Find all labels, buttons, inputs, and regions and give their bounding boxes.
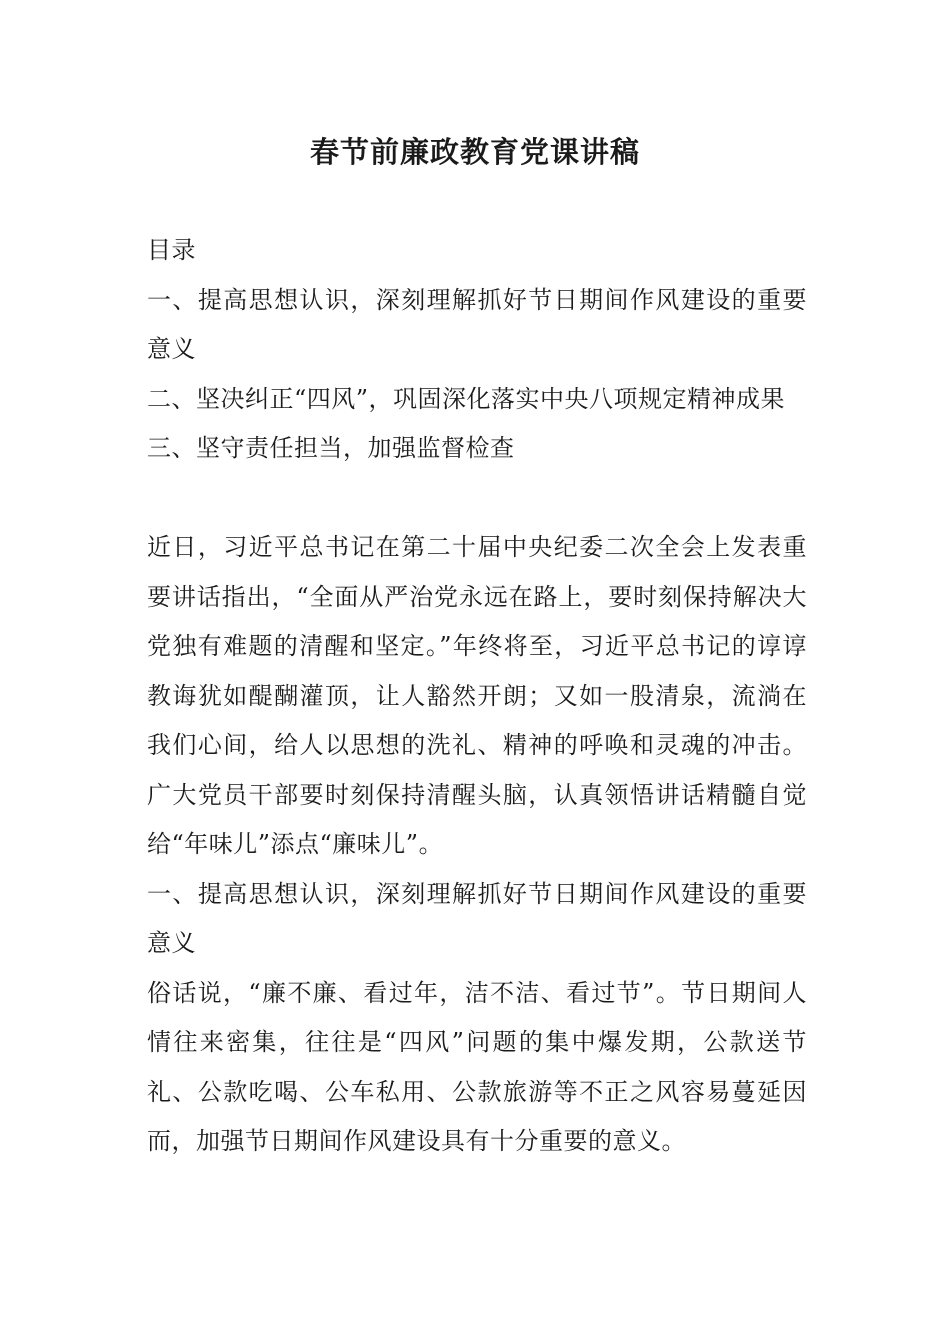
paragraph-spacer: [147, 474, 807, 524]
document-title: 春节前廉政教育党课讲稿: [309, 135, 640, 169]
toc-item-3: 三、坚守责任担当，加强监督检查: [147, 434, 515, 462]
toc-item-2: 二、坚决纠正“四风”，巩固深化落实中央八项规定精神成果: [147, 384, 786, 413]
section-1-paragraph: 俗话说，“廉不廉、看过年，洁不洁、看过节”。节日期间人情往来密集，往往是“四风”问题的集中爆发期，公款送节礼、公款吃喝、公车私用、公款旅游等不正之风容易蔓延因而，加强节日期间作风建设具有十分重要的意义。: [147, 978, 807, 1155]
document-body: [147, 226, 807, 1167]
section-1-heading: 一、提高思想认识，深刻理解抓好节日期间作风建设的重要意义: [147, 879, 807, 957]
intro-paragraph: 近日，习近平总书记在第二十届中央纪委二次全会上发表重要讲话指出，“全面从严治党永远在路上，要时刻保持解决大党独有难题的清醒和坚定。”年终将至，习近平总书记的谆谆教诲犹如醍醐灌顶，让人豁然开朗；又如一股清泉，流淌在我们心间，给人以思想的洗礼、精神的呼唤和灵魂的冲击。广大党员干部要时刻保持清醒头脑，认真领悟讲话精髓自觉给“年味儿”添点“廉味儿”。: [147, 533, 807, 858]
toc-heading: 目录: [147, 236, 196, 264]
toc-item-1: 一、提高思想认识，深刻理解抓好节日期间作风建设的重要意义: [147, 285, 807, 363]
